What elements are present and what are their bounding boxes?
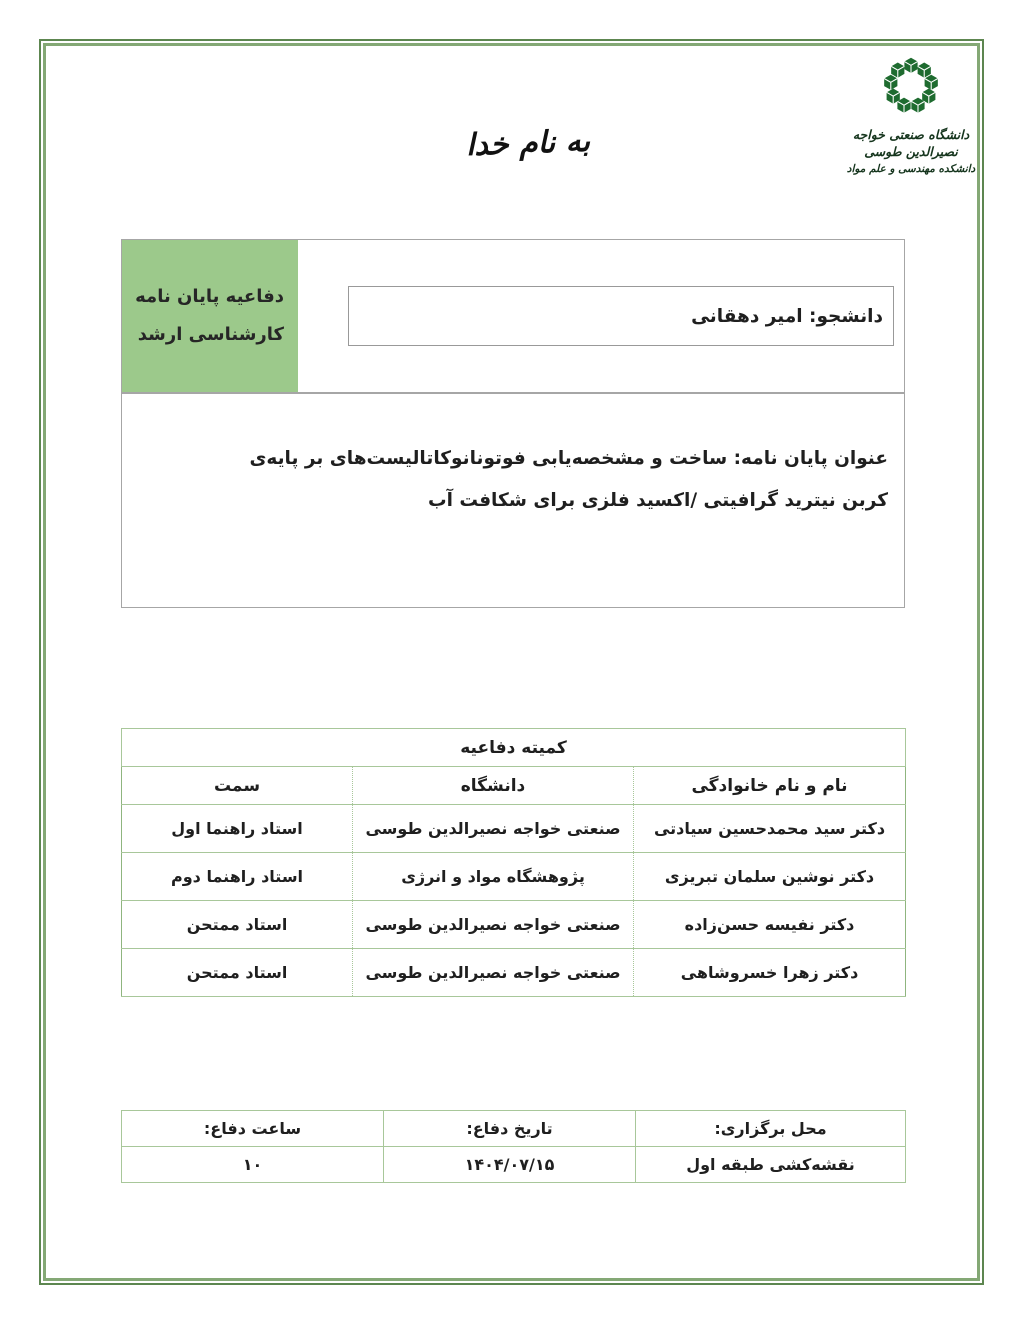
member-role: استاد ممتحن bbox=[122, 949, 353, 997]
page-border-frame bbox=[39, 39, 984, 1285]
committee-row-1 bbox=[122, 805, 906, 853]
faculty-name: دانشکده مهندسی و علم مواد bbox=[846, 162, 976, 175]
committee-header-row bbox=[122, 767, 906, 805]
member-university: صنعتی خواجه نصیرالدین طوسی bbox=[353, 901, 634, 949]
university-logo-icon bbox=[873, 50, 949, 124]
time-label: ساعت دفاع: bbox=[122, 1111, 384, 1147]
date-label: تاریخ دفاع: bbox=[384, 1111, 636, 1147]
besmellah-calligraphy: به نام خدا bbox=[465, 123, 591, 164]
col-header-role: سمت bbox=[122, 767, 353, 805]
degree-type-line1: دفاعیه پایان نامه bbox=[135, 286, 284, 307]
committee-row-4 bbox=[122, 949, 906, 997]
col-header-fullname: نام و نام خانوادگی bbox=[634, 767, 906, 805]
committee-row-3 bbox=[122, 901, 906, 949]
member-university: صنعتی خواجه نصیرالدین طوسی bbox=[353, 949, 634, 997]
committee-caption: کمیته دفاعیه bbox=[122, 729, 906, 767]
location-value: نقشه‌کشی طبقه اول bbox=[636, 1147, 906, 1183]
schedule-header-row bbox=[122, 1111, 906, 1147]
member-name: دکتر نفیسه حسن‌زاده bbox=[634, 901, 906, 949]
degree-type-line2: کارشناسی ارشد bbox=[137, 324, 284, 345]
student-name-text: دانشجو: امیر دهقانی bbox=[691, 305, 883, 327]
header-box bbox=[121, 239, 905, 393]
member-university: پژوهشگاه مواد و انرژی bbox=[353, 853, 634, 901]
member-role: استاد ممتحن bbox=[122, 901, 353, 949]
location-label: محل برگزاری: bbox=[636, 1111, 906, 1147]
committee-table bbox=[121, 728, 906, 997]
university-logo-block bbox=[843, 50, 979, 175]
member-name: دکتر سید محمدحسین سیادتی bbox=[634, 805, 906, 853]
committee-caption-row bbox=[122, 729, 906, 767]
university-name: دانشگاه صنعتی خواجه نصیرالدین طوسی bbox=[852, 127, 970, 159]
committee-row-2 bbox=[122, 853, 906, 901]
date-value: ۱۴۰۴/۰۷/۱۵ bbox=[384, 1147, 636, 1183]
member-role: استاد راهنما اول bbox=[122, 805, 353, 853]
col-header-university: دانشگاه bbox=[353, 767, 634, 805]
time-value: ۱۰ bbox=[122, 1147, 384, 1183]
member-name: دکتر زهرا خسروشاهی bbox=[634, 949, 906, 997]
member-university: صنعتی خواجه نصیرالدین طوسی bbox=[353, 805, 634, 853]
member-role: استاد راهنما دوم bbox=[122, 853, 353, 901]
student-name-box bbox=[348, 286, 894, 346]
thesis-title-text: عنوان پایان نامه: ساخت و مشخصه‌یابی فوتونانوکاتالیست‌های بر پایه‌ی کربن نیترید گرافیتی /اکسید فلزی برای شکافت آب bbox=[249, 448, 888, 511]
schedule-table bbox=[121, 1110, 906, 1183]
thesis-title-box bbox=[121, 393, 905, 608]
member-name: دکتر نوشین سلمان تبریزی bbox=[634, 853, 906, 901]
page-border-frame-inner bbox=[43, 43, 980, 1281]
degree-type-box bbox=[122, 240, 298, 392]
schedule-values-row bbox=[122, 1147, 906, 1183]
